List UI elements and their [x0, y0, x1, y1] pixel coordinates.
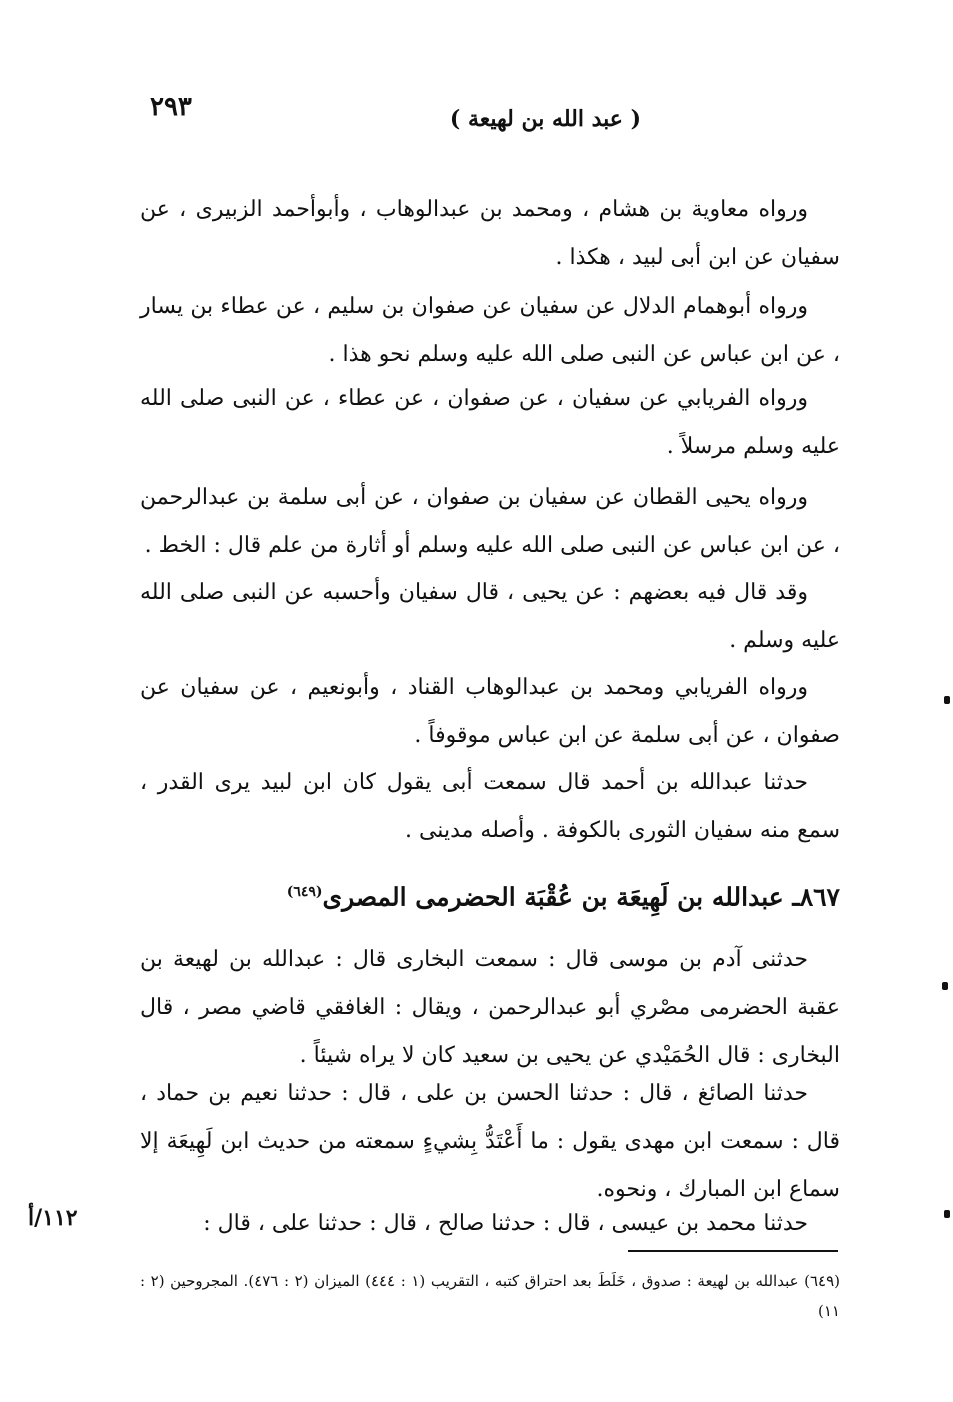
entry-heading — [140, 872, 840, 917]
entry-paragraph-3: حدثنا محمد بن عيسى ، قال : حدثنا صالح ، قال : حدثنا على ، قال : — [203, 1211, 808, 1236]
footnote-rule — [628, 1250, 838, 1252]
margin-mark — [944, 1210, 950, 1218]
paragraph-1: ورواه معاوية بن هشام ، ومحمد بن عبدالوهاب ، وأبوأحمد الزبيرى ، عن سفيان عن ابن أبى لبيد ، هكذا . — [140, 197, 840, 270]
footnote: (٦٤٩) عبدالله بن لهيعة : صدوق ، خَلَطَ بعد احتراق كتبه ، التقريب (١ : ٤٤٤) الميزان (٢ : ٤٧٦). المجروحين (٢ : ١١) — [140, 1272, 841, 1320]
paragraph-5: وقد قال فيه بعضهم : عن يحيى ، قال سفيان وأحسبه عن النبى صلى الله عليه وسلم . — [140, 580, 840, 653]
paragraph-3: ورواه الفريابي عن سفيان ، عن صفوان ، عن عطاء ، عن النبى صلى الله عليه وسلم مرسلاً . — [140, 386, 840, 459]
margin-mark — [944, 696, 950, 704]
paragraph-6: ورواه الفريابي ومحمد بن عبدالوهاب القناد ، وأبونعيم ، عن سفيان عن صفوان ، عن أبى سلمة عن ابن عباس موقوفاً . — [140, 675, 840, 748]
footnote-ref: (٦٤٩) — [286, 884, 323, 900]
manuscript-folio: ١١٢/أ — [28, 1205, 78, 1231]
body-text — [140, 0, 840, 1250]
paragraph-7: حدثنا عبدالله بن أحمد قال سمعت أبى يقول كان ابن لبيد يرى القدر ، سمع منه سفيان الثورى بالكوفة . وأصله مدينى . — [140, 770, 840, 843]
paragraph-4: ورواه يحيى القطان عن سفيان بن صفوان ، عن أبى سلمة بن عبدالرحمن ، عن ابن عباس عن النبى صلى الله عليه وسلم أو أثارة من علم قال : الخط . — [140, 485, 840, 558]
page-number: ٢٩٣ — [150, 92, 192, 122]
margin-mark — [942, 982, 948, 990]
entry-heading-text: ٨٦٧ـ عبدالله بن لَهِيعَة بن عُقْبَة الحضرمى المصرى — [322, 882, 840, 912]
entry-paragraph-2: حدثنا الصائغ ، قال : حدثنا الحسن بن على ، قال : حدثنا نعيم بن حماد ، قال : سمعت ابن مهدى يقول : ما أَعْتَدُّ بِشيءٍ سمعته من حديث ابن لَهِيعَة إلا سماع ابن المبارك ، ونحوه. — [140, 1081, 840, 1202]
entry-paragraph-1: حدثنى آدم بن موسى قال : سمعت البخارى قال : عبدالله بن لهيعة بن عقبة الحضرمى مصْري أبو عبدالرحمن ، ويقال : الغافقي قاضي مصر ، قال البخارى : قال الحُمَيْدي عن يحيى بن سعيد كان لا يراه شيئاً . — [140, 947, 840, 1068]
paragraph-2: ورواه أبوهمام الدلال عن سفيان عن صفوان بن سليم ، عن عطاء بن يسار ، عن ابن عباس عن النبى صلى الله عليه وسلم نحو هذا . — [140, 294, 840, 367]
running-title: ( عبد الله بن لهيعة ) — [449, 106, 641, 132]
